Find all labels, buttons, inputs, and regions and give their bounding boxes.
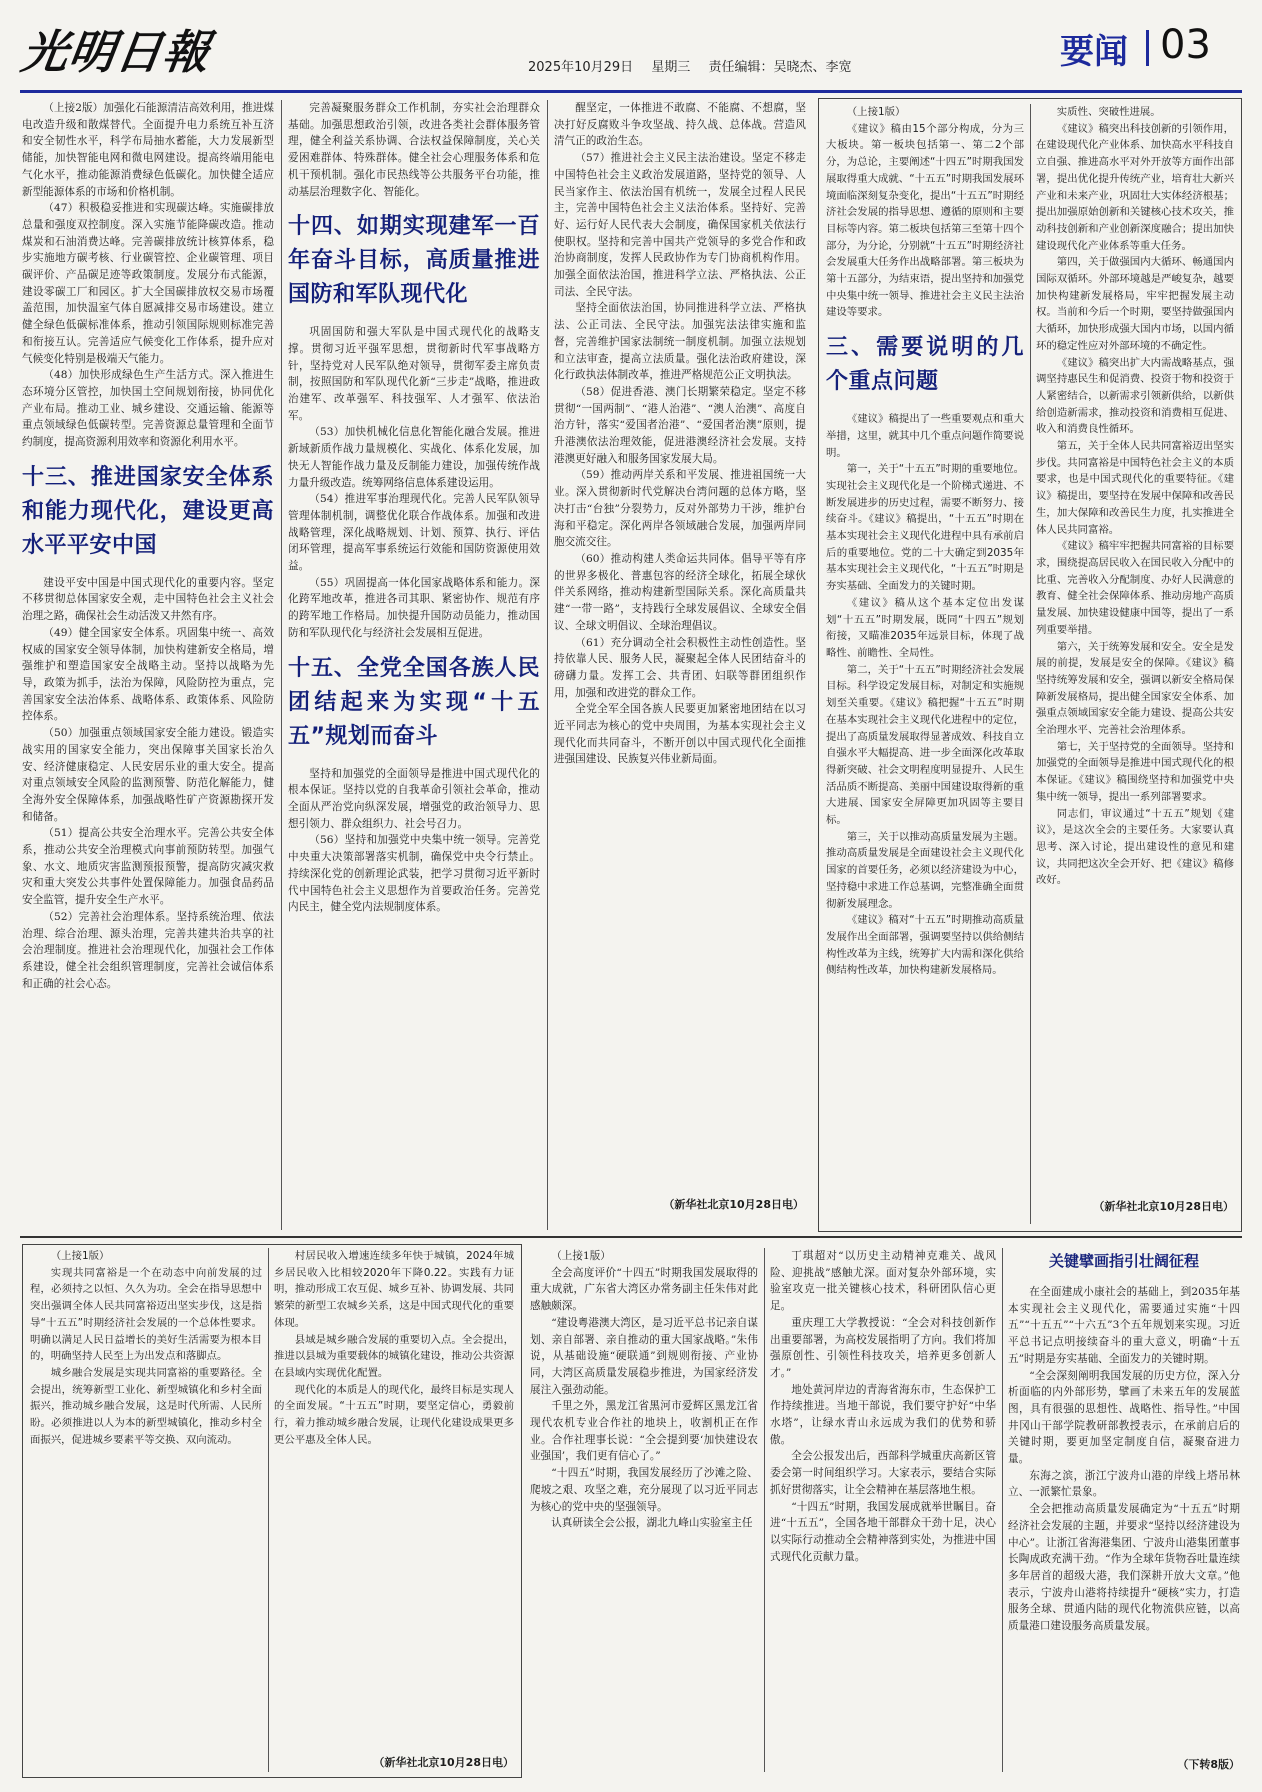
section-headline: 十三、推进国家安全体系和能力现代化，建设更高水平平安中国	[22, 464, 274, 558]
bottom-column-1	[30, 1248, 262, 1772]
paragraph: （上接1版）	[50, 1250, 110, 1262]
paragraph: （54）推进军事治理现代化。完善人民军队领导管理体制机制，调整优化联合作战体系。加强和改进战略管理，深化战略规划、计划、预算、执行、评估闭环管理，提高军事系统运行效能和国防资源使用效益。	[288, 493, 540, 573]
paragraph: 第四，关于做强国内大循环、畅通国内国际双循环。外部环境越是严峻复杂，越要加快构建新发展格局，牢牢把握发展主动权。当前和今后一个时期，要坚持做强国内大循环，加快形成强大国内市场，以国内循环的稳定性应对外部环境的不确定性。	[1036, 256, 1234, 352]
paragraph: 实质性、突破性进展。	[1056, 106, 1161, 118]
paragraph: 建设平安中国是中国式现代化的重要内容。坚定不移贯彻总体国家安全观，走中国特色社会主义社会治理之路，确保社会生动活泼又井然有序。	[22, 576, 274, 623]
paragraph: 县域是城乡融合发展的重要切入点。全会提出，推进以县城为重要载体的城镇化建设，推动公共资源在县域内实现优化配置。	[274, 1333, 514, 1379]
bottom-credit: （新华社北京10月28日电）	[373, 1756, 514, 1769]
left-article-column-2	[288, 100, 540, 1210]
paragraph: （上接2版）加强化石能源清洁高效利用，推进煤电改造升级和散煤替代。全面提升电力系统互补互济和安全韧性水平，科学布局抽水蓄能，大力发展新型储能，加快智能电网和微电网建设。提高终端用能电气化水平，推动能源消费绿色低碳化。加快健全适应新型能源体系的市场和价格机制。	[22, 102, 274, 198]
paragraph: （上接1版）	[846, 106, 906, 118]
section-name: 要闻	[1060, 32, 1128, 72]
paragraph: “建设粤港澳大湾区，是习近平总书记亲自谋划、亲自部署、亲自推动的重大国家战略。”朱伟说，从基础设施“硬联通”到规则衔接、产业协同，大湾区高质量发展稳步推进，为国家经济发展注入强劲动能。	[530, 1316, 758, 1396]
paragraph: 东海之滨，浙江宁波舟山港的岸线上塔吊林立、一派繁忙景象。	[1008, 1469, 1240, 1499]
paragraph: 《建议》稿突出科技创新的引领作用，在建设现代化产业体系、加快高水平科技自立自强、推进高水平对外开放等方面作出部署，提出优化提升传统产业，培育壮大新兴产业和未来产业，巩固壮大实体经济根基；提出加强原始创新和关键核心技术攻关，推动科技创新和产业创新深度融合；提出加快建设现代化产业体系等重大任务。	[1036, 122, 1234, 252]
paragraph: 城乡融合发展是实现共同富裕的重要路径。全会提出，统筹新型工业化、新型城镇化和乡村全面振兴，推动城乡融合发展，这是时代所需、人民所盼。必须推进以人为本的新型城镇化，推动乡村全面振兴，促进城乡要素平等交换、双向流动。	[30, 1366, 262, 1446]
paragraph: 第二，关于“十五五”时期经济社会发展目标。科学设定发展目标，对制定和实施规划至关重要。《建议》稿把握“十五五”时期在基本实现社会主义现代化进程中的定位，提出了高质量发展取得显著成效、科技自立自强水平大幅提高、进一步全面深化改革取得新突破、社会文明程度明显提升、人民生活品质不断提高、美丽中国建设取得新的重大进展、国家安全屏障更加巩固等主要目标。	[826, 663, 1024, 827]
side-article-title: 关键擘画指引壮阔征程	[1048, 1252, 1199, 1270]
paragraph: （60）推动构建人类命运共同体。倡导平等有序的世界多极化、普惠包容的经济全球化，拓展全球伙伴关系网络，推动构建新型国际关系。深化高质量共建“一带一路”，支持践行全球发展倡议、全球安全倡议、全球文明倡议、全球治理倡议。	[554, 552, 806, 632]
paragraph: 全党全军全国各族人民要更加紧密地团结在以习近平同志为核心的党中央周围，为基本实现社会主义现代化而共同奋斗，不断开创以中国式现代化全面推进强国建设、民族复兴伟业新局面。	[554, 703, 806, 766]
column-divider	[281, 100, 282, 1230]
masthead-meta	[528, 56, 865, 75]
paragraph: 巩固国防和强大军队是中国式现代化的战略支撑。贯彻习近平强军思想，贯彻新时代军事战略方针，坚持党对人民军队绝对领导，贯彻军委主席负责制，按照国防和军队现代化新“三步走”战略，推进政治建军、改革强军、科技强军、人才强军、依法治军。	[288, 326, 540, 422]
paragraph: 完善凝聚服务群众工作机制，夯实社会治理群众基础。加强思想政治引领，改进各类社会群体服务管理，健全利益关系协调、合法权益保障制度，关心关爱困难群体、特殊群体。健全社会心理服务体系和危机干预机制。强化市民热线等公共服务平台功能，推动基层治理数字化、智能化。	[288, 102, 540, 198]
paragraph: 醒坚定，一体推进不敢腐、不能腐、不想腐，坚决打好反腐败斗争攻坚战、持久战、总体战。营造风清气正的政治生态。	[554, 102, 806, 148]
paragraph: （49）健全国家安全体系。巩固集中统一、高效权威的国家安全领导体制，加快构建新安全格局，增强维护和塑造国家安全战略主动。坚持以战略为先导，政策为抓手，法治为保障，风险防控为重点，完善国家安全法治体系、战略体系、政策体系、风险防控体系。	[22, 626, 274, 723]
section-headline: 十五、全党全国各族人民团结起来为实现“十五五”规划而奋斗	[288, 655, 540, 749]
paragraph: （56）坚持和加强党中央集中统一领导。完善党中央重大决策部署落实机制，确保党中央令行禁止。持续深化党的创新理论武装，把学习贯彻习近平新时代中国特色社会主义思想作为首要政治任务。完善党内民主，健全党内法规制度体系。	[288, 834, 540, 914]
paragraph: 第七，关于坚持党的全面领导。坚持和加强党的全面领导是推进中国式现代化的根本保证。《建议》稿围绕坚持和加强党中央集中统一领导，提出一系列部署要求。	[1036, 740, 1234, 803]
paragraph: 全会高度评价“十四五”时期我国发展取得的重大成就，广东省大湾区办常务副主任朱伟对此感触颇深。	[530, 1266, 758, 1313]
paragraph: 地处黄河岸边的青海省海东市，生态保护工作持续推进。当地干部说，我们要守护好“中华水塔”，让绿水青山永远成为我们的优势和骄傲。	[770, 1383, 996, 1446]
paragraph: 《建议》稿提出了一些重要观点和重大举措，这里，就其中几个重点问题作简要说明。	[826, 413, 1024, 459]
bottom-column-3	[530, 1248, 758, 1772]
paragraph: 认真研读全会公报，湖北九峰山实验室主任	[551, 1517, 753, 1530]
continued-note: （下转8版）	[1177, 1758, 1240, 1771]
paragraph: 现代化的本质是人的现代化，最终目标是实现人的全面发展。“十五五”时期，要坚定信心，勇毅前行，着力推动城乡融合发展，让现代化建设成果更多更公平惠及全体人民。	[274, 1383, 514, 1446]
paragraph: （53）加快机械化信息化智能化融合发展。推进新域新质作战力量规模化、实战化、体系化发展，加快无人智能作战力量及反制能力建设，加强传统作战力量升级改造。统筹网络信息体系建设运用。	[288, 426, 540, 489]
paragraph: 在全面建成小康社会的基础上，到2035年基本实现社会主义现代化，需要通过实施“十四五”“十五五”“十六五”3个五年规划来实现。习近平总书记点明接续奋斗的重大意义，明确“十五五”时期是夯实基础、全面发力的关键时期。	[1008, 1286, 1240, 1365]
column-divider	[764, 1248, 765, 1772]
paragraph: 第六，关于统筹发展和安全。安全是发展的前提，发展是安全的保障。《建议》稿坚持统筹发展和安全，强调以新安全格局保障新发展格局，提出健全国家安全体系、加强重点领域国家安全能力建设、提高公共安全治理水平、完善社会治理体系。	[1036, 640, 1234, 737]
paragraph: 《建议》稿突出扩大内需战略基点，强调坚持惠民生和促消费、投资于物和投资于人紧密结合，以新需求引领新供给，以新供给创造新需求，推动投资和消费相互促进、收入和消费良性循环。	[1036, 356, 1234, 436]
paragraph: 第三，关于以推动高质量发展为主题。推动高质量发展是全面建设社会主义现代化国家的首要任务，必须以经济建设为中心，坚持稳中求进工作总基调，完整准确全面贯彻新发展理念。	[826, 830, 1024, 910]
bottom-column-2	[274, 1248, 514, 1748]
paragraph: 《建议》稿从这个基本定位出发谋划“十五五”时期发展，既同“十四五”规划衔接，又瞄准2035年远景目标，体现了战略性、前瞻性、全局性。	[826, 596, 1024, 659]
paragraph: 《建议》稿牢牢把握共同富裕的目标要求，围绕提高居民收入在国民收入分配中的比重、完善收入分配制度、办好人民满意的教育、健全社会保障体系、推动房地产高质量发展、加快建设健康中国等，提出了一系列重要举措。	[1036, 540, 1234, 636]
right-article-column-1	[826, 104, 1024, 1209]
paragraph: 《建议》稿对“十五五”时期推动高质量发展作出全面部署，强调要坚持以供给侧结构性改革为主线，统筹扩大内需和深化供给侧结构性改革，加快构建新发展格局。	[826, 914, 1024, 977]
section-headline: 三、需要说明的几个重点问题	[826, 335, 1024, 395]
left-article-credit: （新华社北京10月28日电）	[663, 1198, 804, 1211]
paragraph: （55）巩固提高一体化国家战略体系和能力。深化跨军地改革，推进各司其职、紧密协作、规范有序的跨军地工作格局。加快提升国防动员能力，推动国防和军队现代化与经济社会发展相互促进。	[288, 576, 540, 639]
paragraph: （48）加快形成绿色生产生活方式。深入推进生态环境分区管控，加快国土空间规划衔接，协同优化产业布局。推动工业、城乡建设、交通运输、能源等重点领域绿色低碳转型。完善资源总量管理和全面节约制度，提高资源利用效率和资源化利用水平。	[22, 369, 274, 449]
bottom-column-4	[770, 1248, 996, 1772]
paragraph: 全会公报发出后，西部科学城重庆高新区管委会第一时间组织学习。大家表示，要结合实际抓好贯彻落实，让全会精神在基层落地生根。	[770, 1450, 996, 1496]
paragraph: （61）充分调动全社会积极性主动性创造性。坚持依靠人民、服务人民，凝聚起全体人民团结奋斗的磅礴力量。发挥工会、共青团、妇联等群团组织作用，加强和改进党的群众工作。	[554, 636, 806, 699]
paragraph: 全会把推动高质量发展确定为“十五五”时期经济社会发展的主题，并要求“坚持以经济建设为中心”。让浙江省海港集团、宁波舟山港集团董事长陶成政充满干劲。“作为全球年货物吞吐量连续多年居首的超级大港，我们深耕开放大文章。”他表示，宁波舟山港将持续提升“硬核”实力，打造服务全球、贯通内陆的现代化物流供应链，以高质量港口建设服务高质量发展。	[1008, 1503, 1240, 1633]
paragraph: 实现共同富裕是一个在动态中向前发展的过程，必须持之以恒、久久为功。全会在指导思想中突出强调全体人民共同富裕迈出坚实步伐，这是指导“十五五”时期经济社会发展的一个总体性要求。明确以满足人民日益增长的美好生活需要为根本目的，明确坚持人民至上为出发点和落脚点。	[30, 1266, 262, 1363]
right-article-column-2	[1036, 104, 1234, 1194]
section-divider	[20, 1236, 1242, 1238]
paragraph: 千里之外，黑龙江省黑河市爱辉区黑龙江省现代农机专业合作社的地块上，收割机正在作业。合作社理事长说：“全会提到要‘加快建设农业强国’，我们更有信心了。”	[530, 1400, 758, 1463]
paragraph: （59）推动两岸关系和平发展、推进祖国统一大业。深入贯彻新时代党解决台湾问题的总体方略，坚决打击“台独”分裂势力，反对外部势力干涉，维护台海和平稳定。深化两岸各领域融合发展，加强两岸同胞交流交往。	[554, 469, 806, 549]
paragraph: 坚持和加强党的全面领导是推进中国式现代化的根本保证。坚持以党的自我革命引领社会革命，推动全面从严治党向纵深发展，增强党的政治领导力、思想引领力、群众组织力、社会号召力。	[288, 767, 540, 830]
paragraph: （上接1版）	[551, 1250, 611, 1262]
paragraph: 第五，关于全体人民共同富裕迈出坚实步伐。共同富裕是中国特色社会主义的本质要求，也是中国式现代化的重要特征。《建议》稿提出，要坚持在发展中保障和改善民生，加大保障和改善民生力度，扎实推进全体人民共同富裕。	[1036, 440, 1234, 536]
paragraph: “十四五”时期，我国发展成就举世瞩目。奋进“十五五”，全国各地干部群众干劲十足，决心以实际行动推动全会精神落到实处，为推进中国式现代化贡献力量。	[770, 1500, 996, 1563]
page-number: 03	[1160, 22, 1211, 68]
column-divider	[1030, 104, 1031, 1224]
masthead-rule	[20, 90, 1242, 93]
paragraph: 同志们，审议通过“十五五”规划《建议》，是这次全会的主要任务。大家要认真思考、深入讨论，提出建设性的意见和建议，共同把这次全会开好、把《建议》稿修改好。	[1036, 807, 1234, 887]
column-divider	[547, 100, 548, 1230]
responsible-editors: 责任编辑：吴晓杰、李宽	[708, 60, 852, 75]
paragraph: （50）加强重点领域国家安全能力建设。锻造实战实用的国家安全能力，突出保障事关国家长治久安、经济健康稳定、人民安居乐业的重大安全。提高对重点领域安全风险的监测预警、防范化解能力，健全海外安全保障体系，加强战略性矿产资源勘探开发和储备。	[22, 727, 274, 823]
right-article-credit: （新华社北京10月28日电）	[1093, 1200, 1234, 1213]
paragraph: 重庆理工大学教授说：“全会对科技创新作出重要部署，为高校发展指明了方向。我们将加强原创性、引领性科技攻关，培养更多创新人才。”	[770, 1316, 996, 1379]
paragraph: （47）积极稳妥推进和实现碳达峰。实施碳排放总量和强度双控制度。深入实施节能降碳改造。推动煤炭和石油消费达峰。完善碳排放统计核算体系，稳步实施地方碳考核、行业碳管控、企业碳管理、项目碳评价、产品碳足迹等政策制度。发展分布式能源，建设零碳工厂和园区。扩大全国碳排放权交易市场覆盖范围，加快温室气体自愿减排交易市场建设。建立健全绿色低碳标准体系，推动引领国际规则标准完善和衔接互认。完善适应气候变化工作体系，提升应对气候变化特别是极端天气能力。	[22, 202, 274, 365]
left-article-column-1	[22, 100, 274, 1210]
paragraph: “十四五”时期，我国发展经历了沙滩之险、爬坡之艰、攻坚之难，充分展现了以习近平同志为核心的党中央的坚强领导。	[530, 1467, 758, 1513]
issue-date: 2025年10月29日	[528, 60, 634, 75]
section-separator	[1146, 30, 1149, 66]
paragraph: （52）完善社会治理体系。坚持系统治理、依法治理、综合治理、源头治理，完善共建共治共享的社会治理制度。推进社会治理现代化，加强社会工作体系建设，健全社会组织管理制度，完善社会诚信体系和正确的社会心态。	[22, 910, 274, 990]
paragraph: 丁琪超对“以历史主动精神克难关、战风险、迎挑战”感触尤深。面对复杂外部环境，实验室攻克一批关键核心技术，科研团队信心更足。	[770, 1250, 996, 1313]
paragraph: （58）促进香港、澳门长期繁荣稳定。坚定不移贯彻“一国两制”、“港人治港”、“澳人治澳”、高度自治方针，落实“爱国者治港”、“爱国者治澳”原则，提升港澳依法治理效能，促进港澳经济社会发展。支持港澳更好融入和服务国家发展大局。	[554, 385, 806, 465]
column-divider	[1002, 1248, 1003, 1772]
paragraph: （57）推进社会主义民主法治建设。坚定不移走中国特色社会主义政治发展道路，坚持党的领导、人民当家作主、依法治国有机统一，发展全过程人民民主，完善中国特色社会主义法治体系。坚持好、完善好、运行好人民代表大会制度，确保国家机关依法行使职权。坚持和完善中国共产党领导的多党合作和政治协商制度，发挥人民政协作为专门协商机构作用。加强全面依法治国，推进科学立法、严格执法、公正司法、全民守法。	[554, 152, 806, 298]
paragraph: “全会深刻阐明我国发展的历史方位，深入分析面临的内外部形势，擘画了未来五年的发展蓝图，具有很强的思想性、战略性、指导性。”中国井冈山干部学院教研部教授表示，在承前启后的关键时期，要更加坚定制度自信，凝聚奋进力量。	[1008, 1369, 1240, 1466]
paragraph: 第一，关于“十五五”时期的重要地位。实现社会主义现代化是一个阶梯式递进、不断发展进步的历史过程，需要不断努力、接续奋斗。《建议》稿提出，“十五五”时期在基本实现社会主义现代化进程中具有承前启后的重要地位。党的二十大确定到2035年基本实现社会主义现代化，“十五五”时期是夯实基础、全面发力的关键时期。	[826, 463, 1024, 593]
paragraph: 村居民收入增速连续多年快于城镇，2024年城乡居民收入比相较2020年下降0.22。实践有力证明，推动形成工农互促、城乡互补、协调发展、共同繁荣的新型工农城乡关系，这是中国式现代化的重要体现。	[274, 1250, 514, 1329]
section-headline: 十四、如期实现建军一百年奋斗目标，高质量推进国防和军队现代化	[288, 214, 540, 308]
masthead-logo: 光明日報	[18, 25, 214, 79]
paragraph: 坚持全面依法治国，协同推进科学立法、严格执法、公正司法、全民守法。加强宪法法律实施和监督，完善维护国家法制统一制度机制。加强立法规划和立法审查，提高立法质量。强化法治政府建设，深化行政执法体制改革，推进严格规范公正文明执法。	[554, 302, 806, 382]
paragraph: 《建议》稿由15个部分构成，分为三大板块。第一板块包括第一、第二2个部分，为总论，主要阐述“十四五”时期我国发展取得重大成就、“十五五”时期我国发展环境面临深刻复杂变化，提出“十五五”时期经济社会发展的指导思想、遵循的原则和主要目标等内容。第二板块包括第三至第十四个部分，为分论，分别就“十五五”时期经济社会发展重大任务作出战略部署。第三板块为第十五部分，为结束语，提出坚持和加强党中央集中统一领导、推进社会主义民主法治建设等要求。	[826, 122, 1024, 319]
bottom-column-5	[1008, 1284, 1240, 1752]
left-article-column-3	[554, 100, 806, 1192]
column-divider	[268, 1248, 269, 1772]
issue-weekday: 星期三	[651, 60, 691, 75]
paragraph: （51）提高公共安全治理水平。完善公共安全体系，推动公共安全治理模式向事前预防转型。加强气象、水文、地质灾害监测预报预警，提高防灾减灾救灾和重大突发公共事件处置保障能力。加强食品药品安全监管，提升安全生产水平。	[22, 827, 274, 907]
